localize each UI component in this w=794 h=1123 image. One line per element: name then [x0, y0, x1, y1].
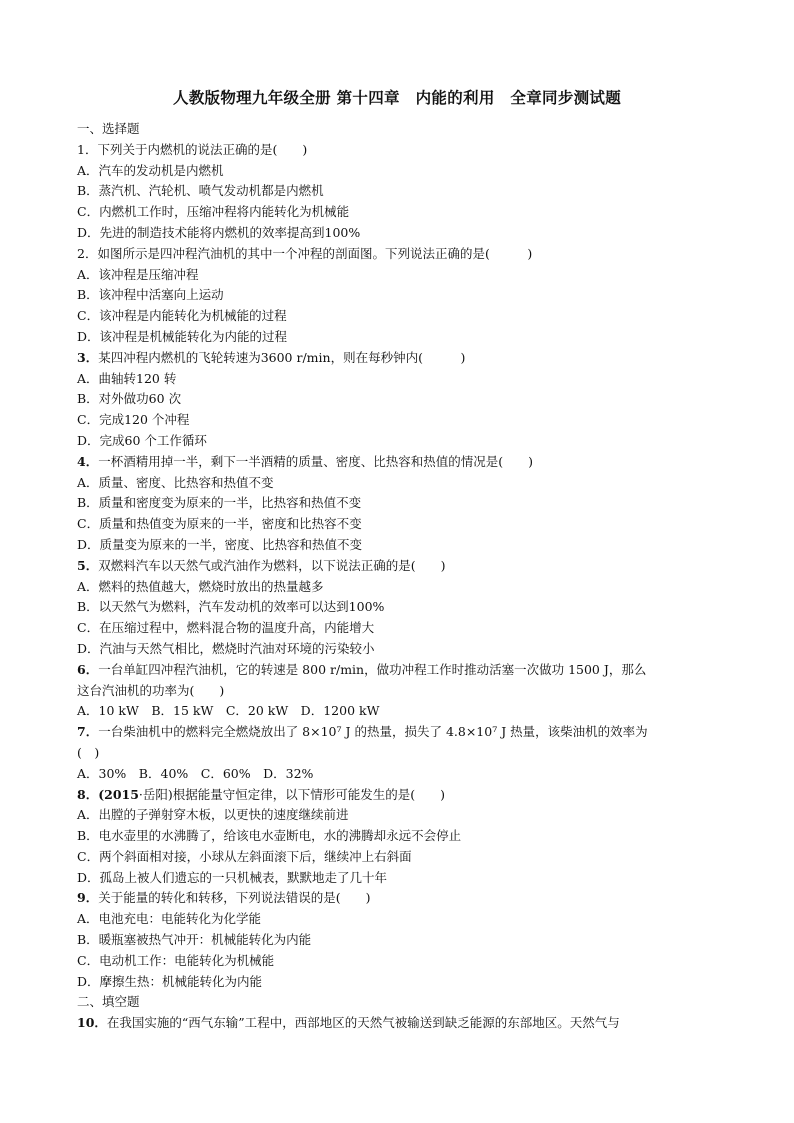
option-a: A．出膛的子弹射穿木板，以更快的速度继续前进	[77, 807, 349, 823]
question-number: 4．	[77, 453, 99, 469]
question-text: ·岳阳)根据能量守恒定律，以下情形可能发生的是( )	[138, 786, 446, 802]
question-3	[77, 348, 722, 452]
question-text: 关于能量的转化和转移，下列说法错误的是( )	[98, 890, 371, 906]
question-9	[77, 888, 722, 992]
question-text: 一台柴油机中的燃料完全燃烧放出了 8×10⁷ J 的热量，损失了 4.8×10⁷ J 热量，该柴油机的效率为	[98, 724, 648, 740]
option-c: C．内燃机工作时，压缩冲程将内能转化为机械能	[77, 204, 350, 220]
option-b: B．质量和密度变为原来的一半，比热容和热值不变	[77, 495, 362, 511]
option-c: C．电动机工作：电能转化为机械能	[77, 952, 275, 968]
question-text: 一杯酒精用掉一半，剩下一半酒精的质量、密度、比热容和热值的情况是( )	[98, 453, 533, 469]
question-text: 双燃料汽车以天然气或汽油作为燃料，以下说法正确的是( )	[98, 557, 446, 573]
question-number: 8．	[77, 786, 99, 802]
option-a: A．曲轴转120 转	[77, 370, 177, 386]
option-b: B．以天然气为燃料，汽车发动机的效率可以达到100%	[77, 599, 385, 615]
question-4	[77, 452, 722, 556]
option-a: A．汽车的发动机是内燃机	[77, 162, 224, 178]
document-title: 人教版物理九年级全册 第十四章 内能的利用 全章同步测试题	[172, 89, 622, 107]
option-b: B．该冲程中活塞向上运动	[77, 287, 224, 303]
options-inline: A．10 kW B．15 kW C．20 kW D．1200 kW	[77, 703, 380, 719]
question-stem	[77, 785, 722, 806]
question-number: 5．	[77, 557, 99, 573]
option-d: D．汽油与天然气相比，燃烧时汽油对环境的污染较小	[77, 640, 375, 656]
question-stem	[77, 348, 722, 369]
option-d: D．该冲程是机械能转化为内能的过程	[77, 328, 288, 344]
question-10	[77, 1013, 722, 1034]
question-text: 在我国实施的“西气东输”工程中，西部地区的天然气被输送到缺乏能源的东部地区。天然气与	[106, 1015, 620, 1031]
question-number: 3．	[77, 349, 99, 365]
question-stem	[77, 660, 722, 681]
question-source-year: (2015	[98, 786, 139, 802]
question-number: 9．	[77, 890, 99, 906]
question-list	[77, 119, 722, 1034]
option-b: B．电水壶里的水沸腾了，给该电水壶断电，水的沸腾却永远不会停止	[77, 828, 462, 844]
question-2	[77, 244, 722, 348]
options-inline: A．30% B．40% C．60% D．32%	[77, 765, 314, 781]
question-8	[77, 785, 722, 889]
option-d: D．质量变为原来的一半，密度、比热容和热值不变	[77, 536, 363, 552]
option-c: C．在压缩过程中，燃料混合物的温度升高，内能增大	[77, 620, 375, 636]
question-text: 一台单缸四冲程汽油机，它的转速是 800 r/min，做功冲程工作时推动活塞一次做功 1500 J，那么	[98, 661, 647, 677]
option-d: D．完成60 个工作循环	[77, 432, 207, 448]
question-text: 某四冲程内燃机的飞轮转速为3600 r/min，则在每秒钟内( )	[98, 349, 466, 365]
question-stem	[77, 722, 722, 743]
option-b: B．对外做功60 次	[77, 391, 182, 407]
option-b: B．蒸汽机、汽轮机、喷气发动机都是内燃机	[77, 183, 324, 199]
question-stem: 1．下列关于内燃机的说法正确的是( )	[77, 141, 308, 157]
option-c: C．完成120 个冲程	[77, 412, 190, 428]
option-c: C．两个斜面相对接，小球从左斜面滚下后，继续冲上右斜面	[77, 848, 412, 864]
section-heading-choice: 一、选择题	[77, 121, 140, 136]
question-stem: 2．如图所示是四冲程汽油机的其中一个冲程的剖面图。下列说法正确的是( )	[77, 245, 533, 261]
question-stem	[77, 556, 722, 577]
question-number: 10．	[77, 1015, 107, 1031]
option-a: A．该冲程是压缩冲程	[77, 266, 199, 282]
question-stem	[77, 452, 722, 473]
question-6	[77, 660, 722, 722]
question-number: 7．	[77, 724, 99, 740]
question-number: 6．	[77, 661, 99, 677]
section-heading-fill-blank: 二、填空题	[77, 994, 140, 1010]
option-d: D．先进的制造技术能将内燃机的效率提高到100%	[77, 224, 361, 240]
question-stem	[77, 1013, 722, 1034]
option-a: A．燃料的热值越大，燃烧时放出的热量越多	[77, 578, 324, 594]
question-stem	[77, 888, 722, 909]
question-stem-continued: 这台汽油机的功率为( )	[77, 682, 225, 698]
question-stem-continued: ( )	[77, 744, 100, 760]
option-a: A．质量、密度、比热容和热值不变	[77, 474, 274, 490]
option-c: C．该冲程是内能转化为机械能的过程	[77, 308, 287, 324]
option-c: C．质量和热值变为原来的一半，密度和比热容不变	[77, 516, 362, 532]
option-d: D．孤岛上被人们遗忘的一只机械表，默默地走了几十年	[77, 869, 388, 885]
question-5	[77, 556, 722, 660]
option-b: B．暖瓶塞被热气冲开：机械能转化为内能	[77, 932, 312, 948]
question-1	[77, 140, 722, 244]
question-7	[77, 722, 722, 784]
option-a: A．电池充电：电能转化为化学能	[77, 911, 262, 927]
option-d: D．摩擦生热：机械能转化为内能	[77, 973, 263, 989]
